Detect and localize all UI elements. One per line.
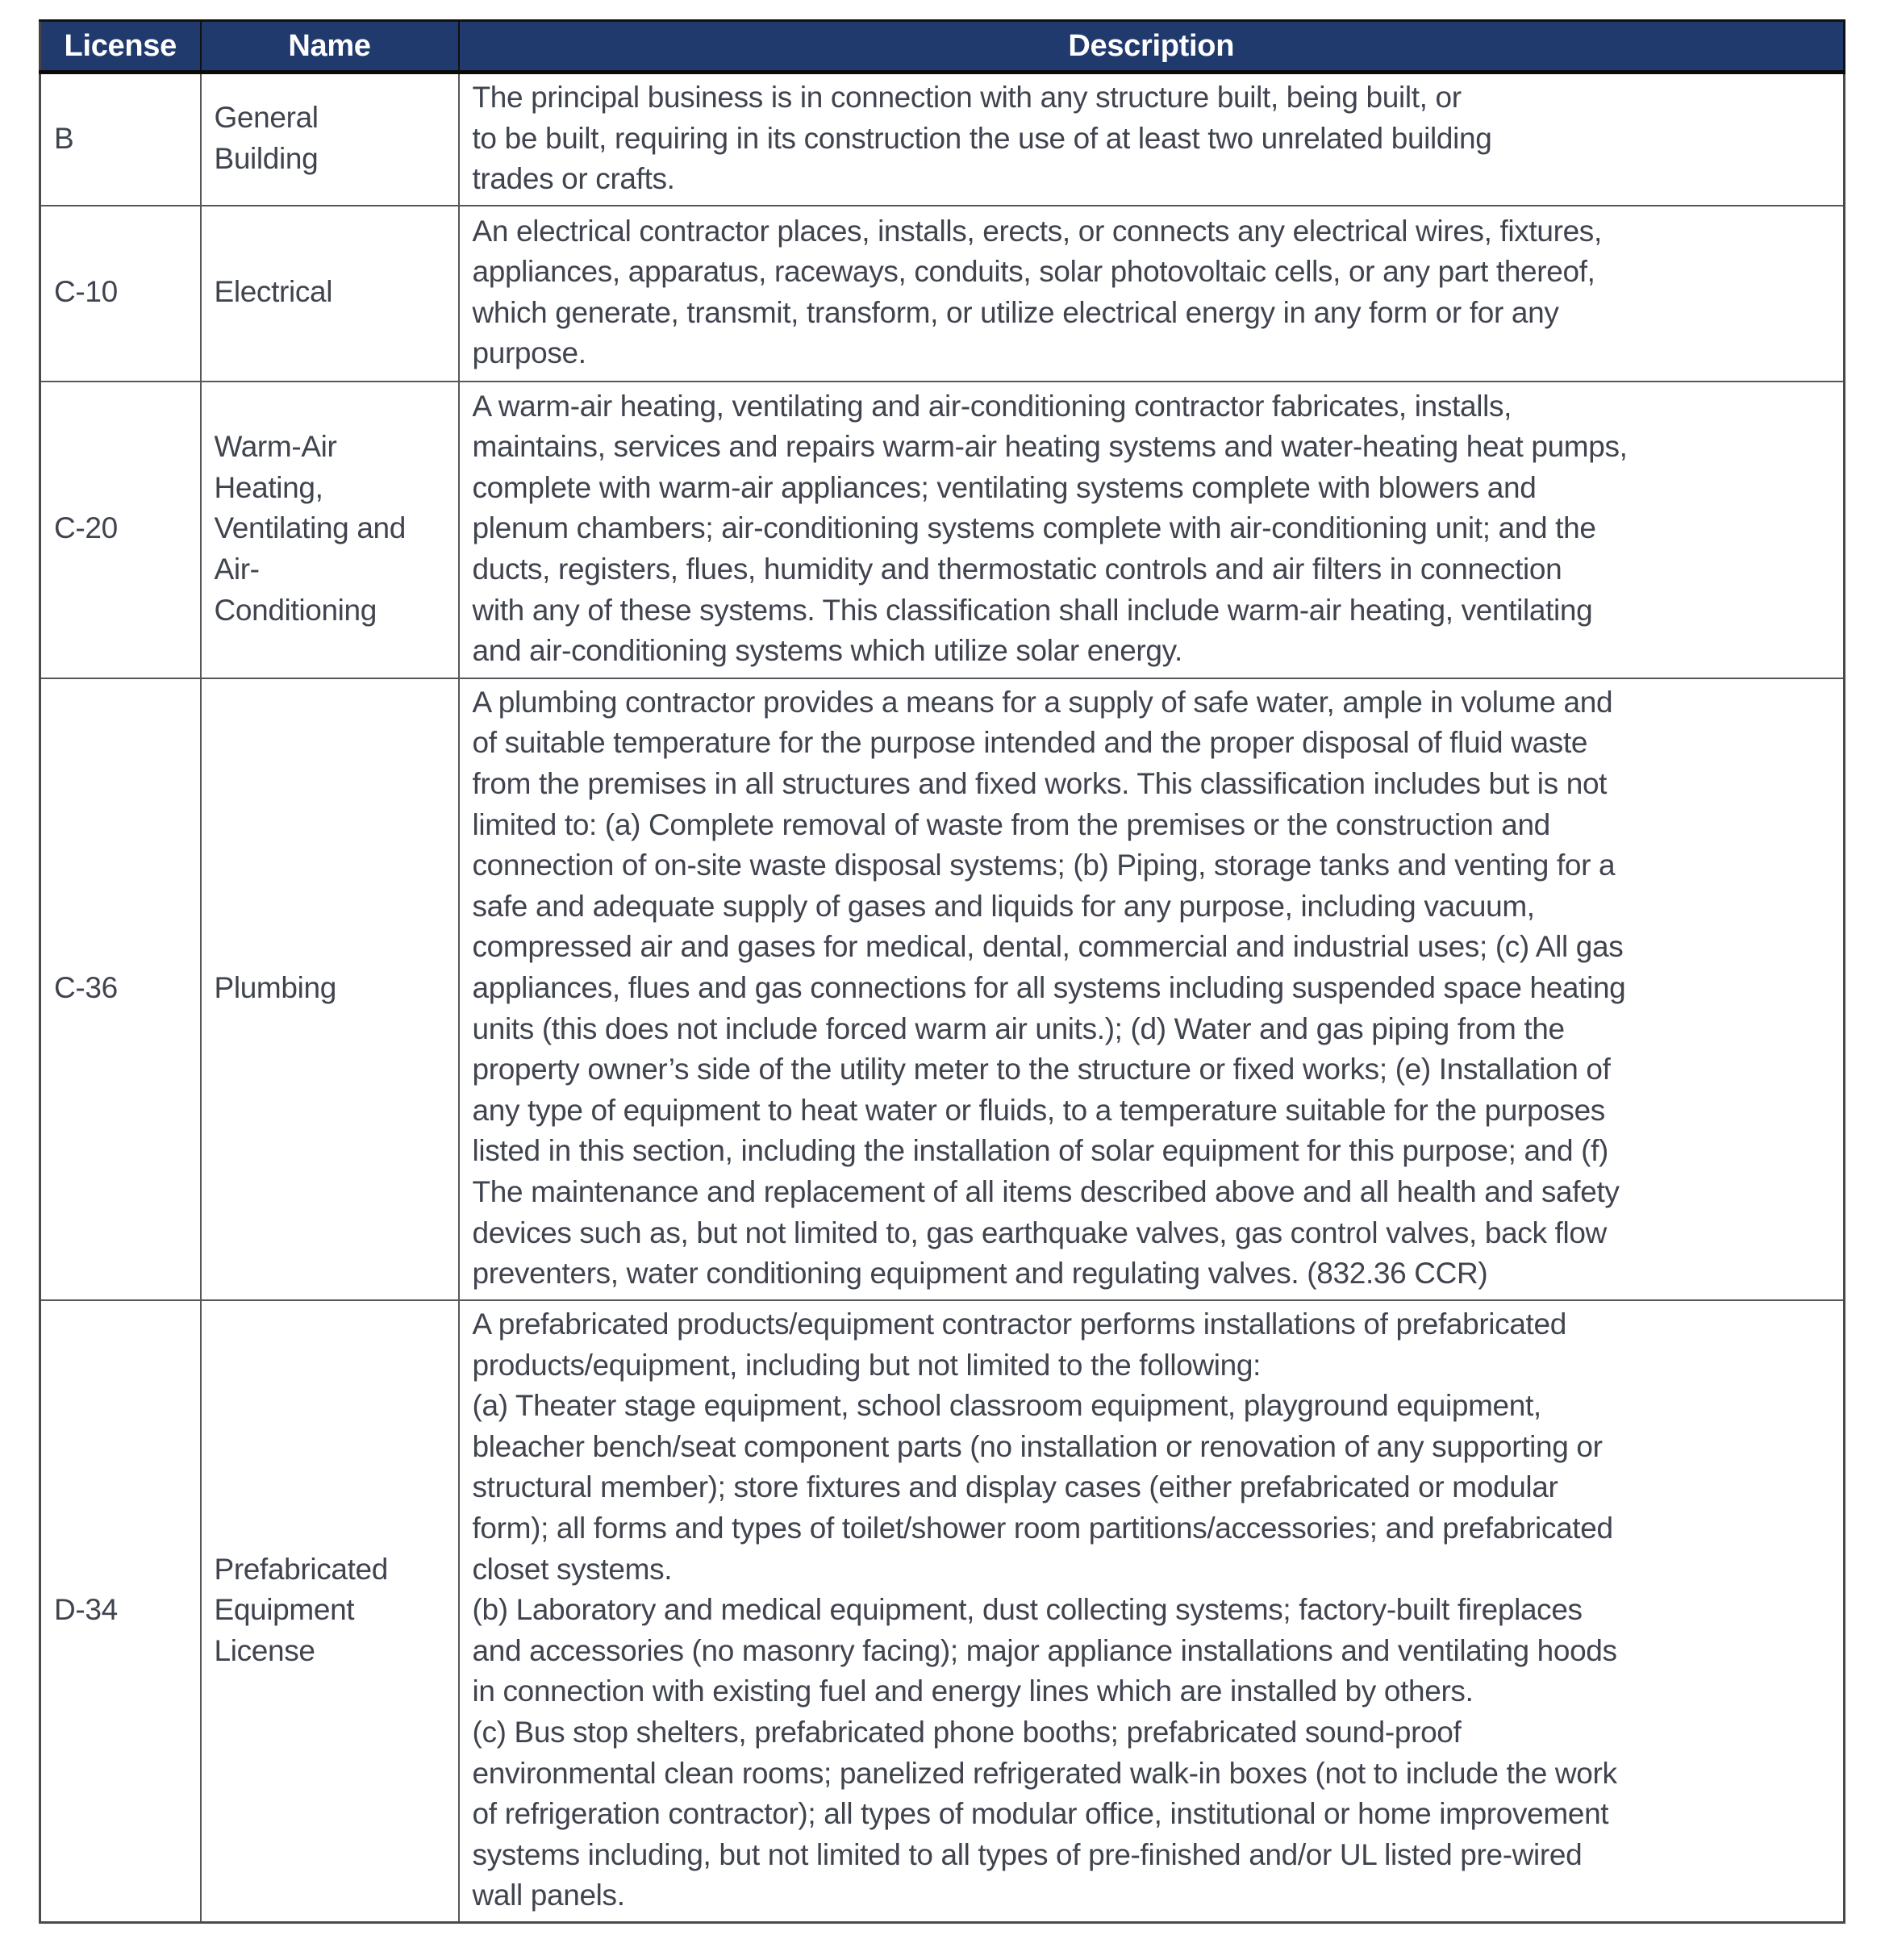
license-description-cell bbox=[459, 206, 1845, 382]
description-text-line: limited to: (a) Complete removal of waste from the premises or the construction and bbox=[472, 807, 1550, 841]
description-text-line: complete with warm-air appliances; ventilating systems complete with blowers and bbox=[472, 470, 1537, 504]
name-text-line: Air- bbox=[214, 553, 260, 586]
description-text-line: appliances, flues and gas connections for all systems including suspended space heating bbox=[472, 970, 1626, 1004]
description-text-line: environmental clean rooms; panelized refrigerated walk-in boxes (not to include the work bbox=[472, 1756, 1617, 1790]
description-text-line: closet systems. bbox=[472, 1552, 673, 1586]
name-text-line: Plumbing bbox=[214, 970, 336, 1004]
description-text-line: safe and adequate supply of gases and liquids for any purpose, including vacuum, bbox=[472, 889, 1535, 923]
description-text-line: A prefabricated products/equipment contractor performs installations of prefabricated bbox=[472, 1307, 1566, 1341]
table-row bbox=[40, 1300, 1845, 1923]
description-text-line: A warm-air heating, ventilating and air-conditioning contractor fabricates, installs, bbox=[472, 389, 1512, 423]
table-row bbox=[40, 382, 1845, 678]
name-text-line: Ventilating and bbox=[214, 511, 407, 545]
license-name-cell bbox=[201, 206, 459, 382]
license-name-cell bbox=[201, 678, 459, 1300]
description-text-line: with any of these systems. This classification shall include warm-air heating, ventilating bbox=[472, 593, 1593, 627]
description-text-line: structural member); store fixtures and display cases (either prefabricated or modular bbox=[472, 1470, 1558, 1504]
license-description-cell bbox=[459, 73, 1845, 206]
license-code-cell: D-34 bbox=[40, 1300, 201, 1923]
description-text-line: (a) Theater stage equipment, school classroom equipment, playground equipment, bbox=[472, 1389, 1541, 1423]
description-text-line: of refrigeration contractor); all types of modular office, institutional or home improvement bbox=[472, 1797, 1609, 1831]
name-text-line: Electrical bbox=[214, 275, 333, 309]
column-header-description: Description bbox=[459, 21, 1845, 73]
description-text-line: form); all forms and types of toilet/shower room partitions/accessories; and prefabricated bbox=[472, 1511, 1613, 1545]
table-row bbox=[40, 73, 1845, 206]
description-text-line: units (this does not include forced warm air units.); (d) Water and gas piping from the bbox=[472, 1011, 1565, 1045]
license-description-cell bbox=[459, 678, 1845, 1300]
name-text-line: Heating, bbox=[214, 470, 323, 504]
name-text-line: Prefabricated bbox=[214, 1552, 389, 1586]
license-code-cell: B bbox=[40, 73, 201, 206]
name-text-line: Equipment bbox=[214, 1593, 355, 1627]
description-text-line: to be built, requiring in its construction the use of at least two unrelated building bbox=[472, 121, 1492, 155]
description-text-line: The principal business is in connection with any structure built, being built, or bbox=[472, 81, 1462, 114]
description-text-line: wall panels. bbox=[472, 1879, 625, 1912]
description-text-line: An electrical contractor places, installs, erects, or connects any electrical wires, fixtures, bbox=[472, 214, 1602, 248]
description-text-line: appliances, apparatus, raceways, conduits, solar photovoltaic cells, or any part thereof, bbox=[472, 255, 1595, 289]
description-text-line: in connection with existing fuel and energy lines which are installed by others. bbox=[472, 1674, 1474, 1708]
name-text-line: Building bbox=[214, 141, 319, 175]
description-text-line: maintains, services and repairs warm-air heating systems and water-heating heat pumps, bbox=[472, 430, 1628, 464]
license-code-cell: C-10 bbox=[40, 206, 201, 382]
description-text-line: purpose. bbox=[472, 336, 586, 370]
description-text-line: preventers, water conditioning equipment and regulating valves. (832.36 CCR) bbox=[472, 1257, 1488, 1291]
name-text-line: Conditioning bbox=[214, 593, 377, 627]
name-text-line: Warm-Air bbox=[214, 430, 337, 464]
license-code-cell: C-20 bbox=[40, 382, 201, 678]
description-text-line: A plumbing contractor provides a means for a supply of safe water, ample in volume and bbox=[472, 685, 1613, 719]
description-text-line: devices such as, but not limited to, gas earthquake valves, gas control valves, back flow bbox=[472, 1216, 1607, 1249]
description-text-line: ducts, registers, flues, humidity and thermostatic controls and air filters in connection bbox=[472, 553, 1562, 586]
license-code-cell: C-36 bbox=[40, 678, 201, 1300]
license-name-cell bbox=[201, 382, 459, 678]
description-text-line: (c) Bus stop shelters, prefabricated phone booths; prefabricated sound-proof bbox=[472, 1715, 1462, 1749]
description-text-line: which generate, transmit, transform, or utilize electrical energy in any form or for any bbox=[472, 295, 1559, 329]
description-text-line: (b) Laboratory and medical equipment, dust collecting systems; factory-built fireplaces bbox=[472, 1593, 1583, 1627]
description-text-line: property owner’s side of the utility meter to the structure or fixed works; (e) Installation of bbox=[472, 1053, 1611, 1086]
description-text-line: any type of equipment to heat water or fluids, to a temperature suitable for the purposes bbox=[472, 1093, 1605, 1127]
license-name-cell bbox=[201, 73, 459, 206]
description-text-line: bleacher bench/seat component parts (no installation or renovation of any supporting or bbox=[472, 1429, 1603, 1463]
license-name-cell bbox=[201, 1300, 459, 1923]
description-text-line: plenum chambers; air-conditioning systems complete with air-conditioning unit; and the bbox=[472, 511, 1596, 545]
table-row bbox=[40, 206, 1845, 382]
license-description-cell bbox=[459, 382, 1845, 678]
table-body bbox=[40, 73, 1845, 1923]
description-text-line: of suitable temperature for the purpose intended and the proper disposal of fluid waste bbox=[472, 726, 1588, 760]
description-text-line: products/equipment, including but not limited to the following: bbox=[472, 1348, 1262, 1382]
description-text-line: connection of on-site waste disposal systems; (b) Piping, storage tanks and venting for a bbox=[472, 849, 1616, 882]
description-text-line: compressed air and gases for medical, dental, commercial and industrial uses; (c) All gas bbox=[472, 930, 1624, 964]
name-text-line: License bbox=[214, 1633, 315, 1667]
description-text-line: from the premises in all structures and fixed works. This classification includes but is not bbox=[472, 766, 1608, 800]
table-header bbox=[40, 21, 1845, 73]
license-classification-table bbox=[39, 19, 1845, 1924]
header-row bbox=[40, 21, 1845, 73]
description-text-line: and accessories (no masonry facing); major appliance installations and ventilating hoods bbox=[472, 1633, 1617, 1667]
name-text-line: General bbox=[214, 101, 319, 135]
description-text-line: trades or crafts. bbox=[472, 162, 675, 196]
description-text-line: listed in this section, including the installation of solar equipment for this purpose; and (f) bbox=[472, 1134, 1608, 1168]
description-text-line: systems including, but not limited to all types of pre-finished and/or UL listed pre-wired bbox=[472, 1837, 1583, 1871]
column-header-license: License bbox=[40, 21, 201, 73]
description-text-line: The maintenance and replacement of all items described above and all health and safety bbox=[472, 1174, 1620, 1208]
license-description-cell bbox=[459, 1300, 1845, 1923]
description-text-line: and air-conditioning systems which utilize solar energy. bbox=[472, 634, 1182, 668]
table-row bbox=[40, 678, 1845, 1300]
column-header-name: Name bbox=[201, 21, 459, 73]
